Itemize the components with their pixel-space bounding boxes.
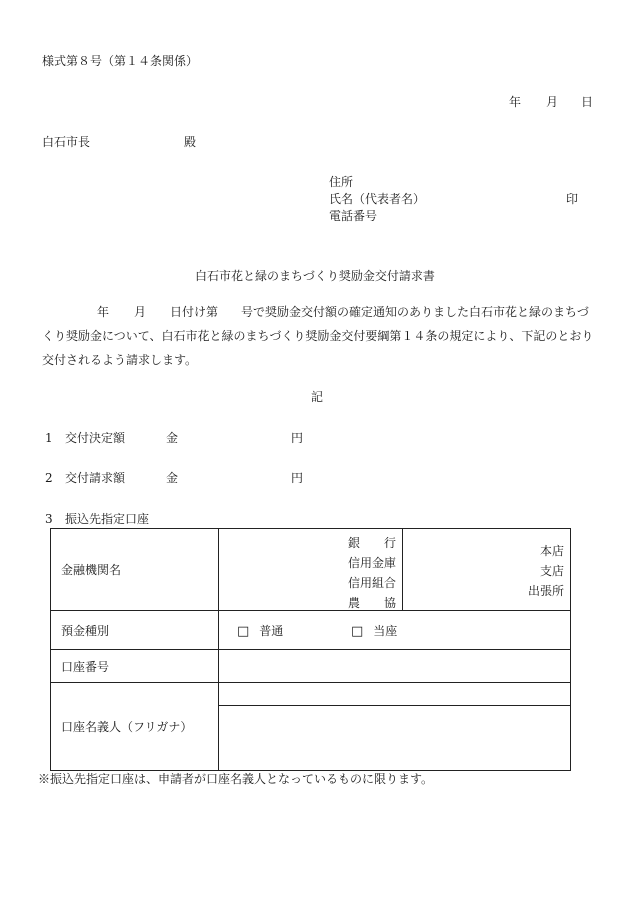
bank-account-table (50, 528, 571, 771)
bank-type-shinkumi: 信用組合 (348, 576, 397, 590)
item3-num: 3 (45, 512, 53, 526)
seal-mark: 印 (566, 192, 579, 206)
account-number-field[interactable] (219, 650, 571, 683)
branch-type-sub: 出張所 (527, 584, 564, 598)
account-holder-label: 口座名義人（フリガナ） (51, 683, 219, 771)
item1-num: 1 (45, 431, 53, 445)
addressee-name: 白石市長 (42, 135, 91, 149)
date-year-label: 年 (509, 95, 522, 109)
ki-mark: 記 (311, 390, 324, 404)
branch-type-main: 本店 (539, 544, 564, 558)
item1-prefix: 金 (166, 431, 179, 445)
item2-num: 2 (45, 471, 53, 485)
account-number-label: 口座番号 (51, 650, 219, 683)
item2-prefix: 金 (166, 471, 179, 485)
item1-label: 交付決定額 (65, 431, 126, 445)
body-year: 年 (97, 305, 110, 319)
item2-label: 交付請求額 (65, 471, 126, 485)
checkbox-futsu[interactable]: □ (237, 623, 250, 639)
deposit-type-cell (219, 611, 571, 650)
applicant-name-label: 氏名（代表者名） (329, 192, 426, 206)
applicant-address-label: 住所 (329, 175, 354, 189)
applicant-phone-label: 電話番号 (329, 209, 378, 223)
body-date-no: 日付け第 (170, 305, 219, 319)
bank-type-cell[interactable] (219, 529, 403, 611)
checkbox-touza[interactable]: □ (350, 623, 364, 639)
account-holder-name-field[interactable] (219, 706, 570, 770)
deposit-option-touza: 当座 (373, 623, 398, 638)
bank-type-noukyou: 農 協 (348, 596, 396, 610)
account-holder-cell (219, 683, 571, 771)
body-month: 月 (134, 305, 147, 319)
item2-unit: 円 (291, 471, 304, 485)
branch-type-cell[interactable] (403, 529, 571, 611)
body-line3: 交付されるよう請求します。 (42, 353, 198, 367)
item3-label: 振込先指定口座 (65, 512, 150, 526)
form-id: 様式第８号（第１４条関係） (42, 54, 199, 68)
footnote: ※振込先指定口座は、申請者が口座名義人となっているものに限ります。 (38, 772, 434, 786)
body-line2: くり奨励金について、白石市花と緑のまちづくり奨励金交付要綱第１４条の規定により、下記のとおり (42, 329, 594, 343)
branch-type-branch: 支店 (539, 564, 564, 578)
date-day-label: 日 (581, 95, 594, 109)
document-title: 白石市花と緑のまちづくり奨励金交付請求書 (195, 269, 435, 283)
addressee-honorific: 殿 (184, 135, 197, 149)
bank-type-shinkin: 信用金庫 (348, 556, 397, 570)
account-holder-kana-field[interactable] (219, 683, 570, 706)
deposit-type-label: 預金種別 (51, 611, 219, 650)
body-line1: 号で奨励金交付額の確定通知のありました白石市花と緑のまちづ (241, 305, 589, 319)
bank-name-label: 金融機関名 (51, 529, 219, 611)
date-month-label: 月 (546, 95, 559, 109)
item1-unit: 円 (291, 431, 304, 445)
deposit-option-futsu: 普通 (259, 623, 284, 638)
bank-type-bank: 銀 行 (348, 536, 396, 550)
